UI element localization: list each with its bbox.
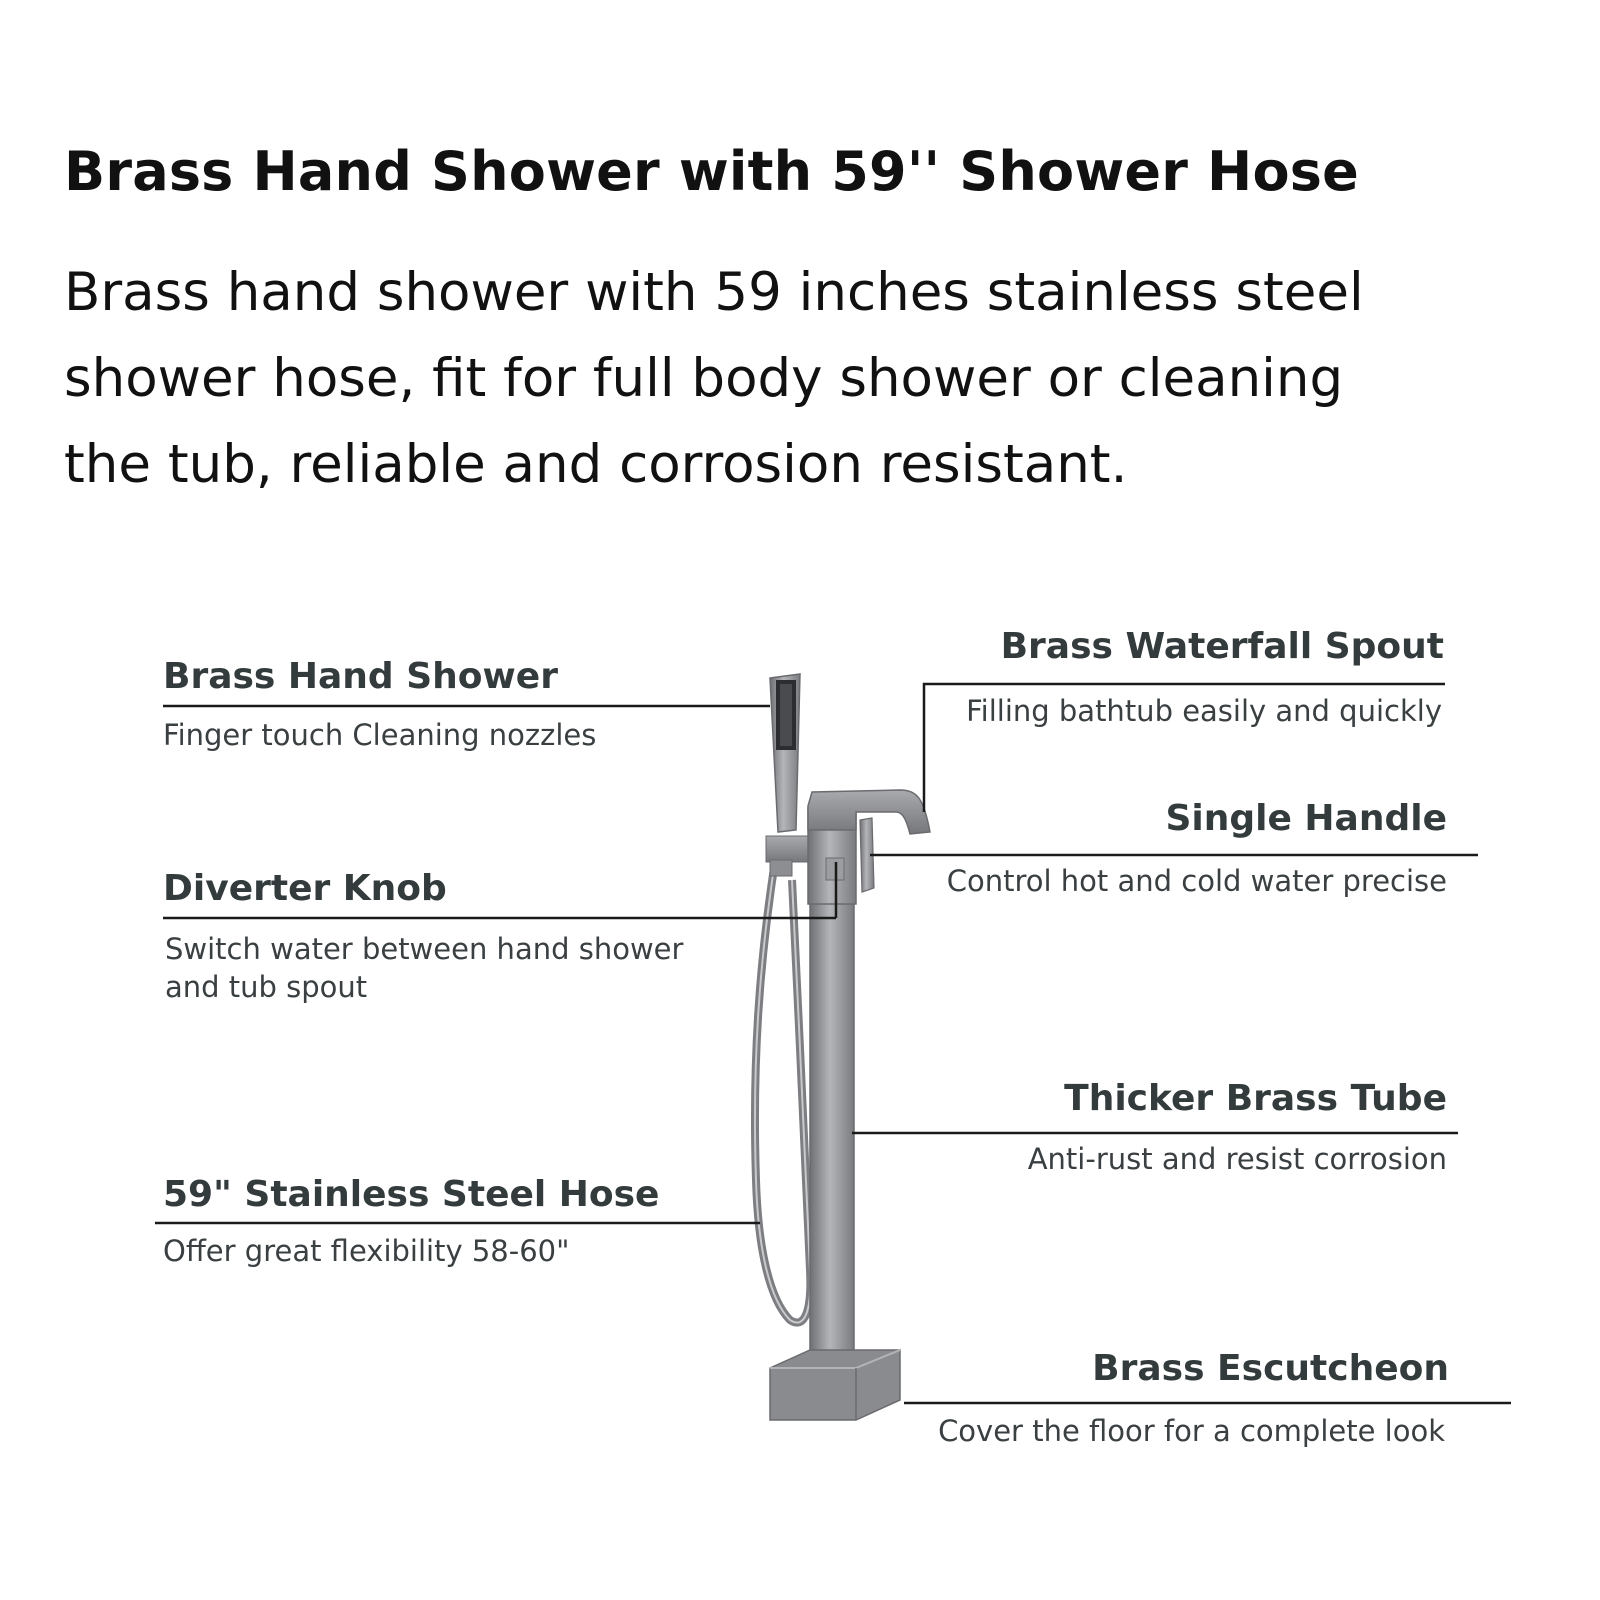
- description-line: the tub, reliable and corrosion resistant.: [64, 434, 1128, 495]
- diverter-knob-desc-line: Switch water between hand shower: [165, 932, 684, 966]
- waterfall-spout-desc: Filling bathtub easily and quickly: [966, 694, 1442, 728]
- headline: Brass Hand Shower with 59'' Shower Hose: [64, 140, 1359, 203]
- single-handle-desc: Control hot and cold water precise: [946, 864, 1447, 898]
- escutcheon-title: Brass Escutcheon: [1092, 1348, 1449, 1389]
- hose-title: 59" Stainless Steel Hose: [163, 1174, 660, 1215]
- description-line: Brass hand shower with 59 inches stainless steel: [64, 262, 1364, 323]
- diverter-knob-desc: [165, 930, 683, 1006]
- description-line: shower hose, fit for full body shower or cleaning: [64, 348, 1344, 409]
- escutcheon-desc: Cover the floor for a complete look: [938, 1414, 1445, 1448]
- hand-shower-desc: Finger touch Cleaning nozzles: [163, 718, 597, 752]
- hand-shower-head: [770, 674, 800, 832]
- brass-tube-desc: Anti-rust and resist corrosion: [1027, 1142, 1447, 1176]
- hand-shower-title: Brass Hand Shower: [163, 656, 558, 697]
- hose-desc: Offer great flexibility 58-60": [163, 1234, 570, 1268]
- brass-tube-title: Thicker Brass Tube: [1064, 1078, 1447, 1119]
- single-handle-title: Single Handle: [1165, 798, 1447, 839]
- diverter-knob-desc-line: and tub spout: [165, 970, 368, 1004]
- diverter-knob-title: Diverter Knob: [163, 868, 447, 909]
- escutcheon-base: [770, 1350, 900, 1420]
- waterfall-spout-title: Brass Waterfall Spout: [1000, 626, 1444, 667]
